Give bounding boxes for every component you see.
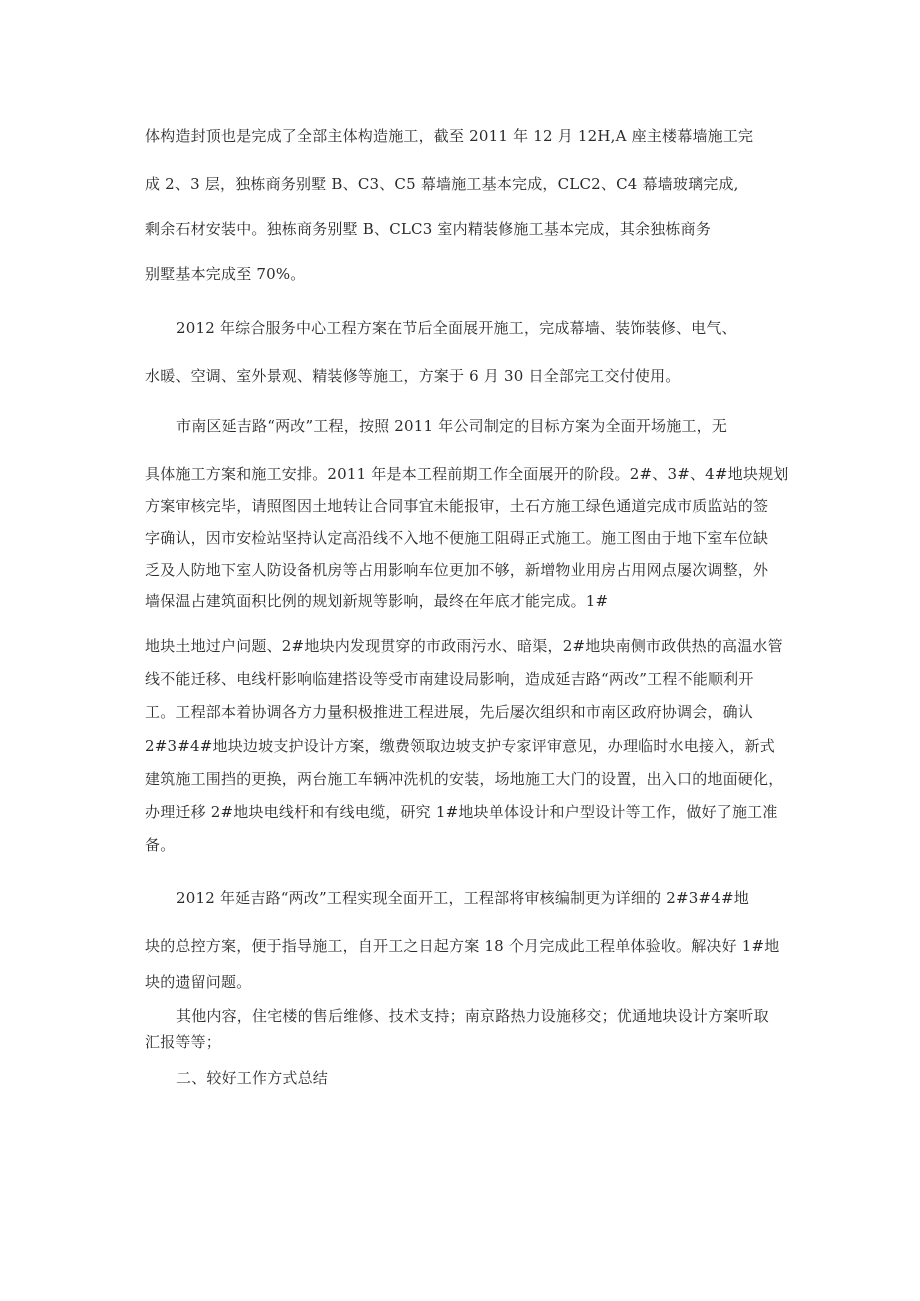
paragraph-5-line-3: 块的遗留问题。 [145,973,252,991]
paragraph-3-line-3: 方案审核完毕，请照图因土地转让合同事宜未能报审，土石方施工绿色通道完成市质监站的签 [145,497,769,515]
paragraph-1-line-1: 体构造封顶也是完成了全部主体构造施工，截至 2011 年 12 月 12H,A 座主楼幕墙施工完 [145,127,754,145]
paragraph-4-line-4: 2#3#4#地块边坡支护设计方案，缴费领取边坡支护专家评审意见，办理临时水电接入，新式 [145,737,775,755]
paragraph-6-line-2: 汇报等等； [145,1033,222,1051]
paragraph-5-line-1: 2012 年延吉路“两改”工程实现全面开工，工程部将审核编制更为详细的 2#3#4#地 [176,889,749,907]
paragraph-4-line-6: 办理迁移 2#地块电线杆和有线电缆，研究 1#地块单体设计和户型设计等工作，做好了施工准 [145,803,778,821]
paragraph-2-line-2: 水暖、空调、室外景观、精装修等施工，方案于 6 月 30 日全部完工交付使用。 [145,367,681,385]
paragraph-1-line-4: 别墅基本完成至 70%。 [145,265,306,283]
paragraph-3-line-5: 乏及人防地下室人防设备机房等占用影响车位更加不够，新增物业用房占用网点屡次调整，外 [145,561,769,579]
paragraph-2-line-1: 2012 年综合服务中心工程方案在节后全面展开施工，完成幕墙、装饰装修、电气、 [176,319,737,337]
paragraph-3-line-4: 字确认，因市安检站坚持认定高沿线不入地不便施工阻碍正式施工。施工图由于地下室车位缺 [145,529,769,547]
paragraph-3-line-6: 墙保温占建筑面积比例的规划新规等影响，最终在年底才能完成。1# [145,592,609,610]
paragraph-1-line-2: 成 2、3 层，独栋商务别墅 B、C3、C5 幕墙施工基本完成，CLC2、C4 幕墙玻璃完成, [145,175,739,193]
paragraph-4-line-2: 线不能迁移、电线杆影响临建搭设等受市南建设局影响，造成延吉路“两改”工程不能顺利开 [145,670,754,688]
paragraph-4-line-1: 地块土地过户问题、2#地块内发现贯穿的市政雨污水、暗渠，2#地块南侧市政供热的高温水管 [145,637,783,655]
section-heading: 二、较好工作方式总结 [176,1069,329,1087]
paragraph-5-line-2: 块的总控方案，便于指导施工，自开工之日起方案 18 个月完成此工程单体验收。解决好 1#地 [145,937,780,955]
paragraph-3-line-1: 市南区延吉路“两改”工程，按照 2011 年公司制定的目标方案为全面开场施工，无 [176,417,728,435]
paragraph-4-line-7: 备。 [145,836,176,854]
paragraph-4-line-3: 工。工程部本着协调各方力量积极推进工程进展，先后屡次组织和市南区政府协调会，确认 [145,703,754,721]
paragraph-6-line-1: 其他内容，住宅楼的售后维修、技术支持；南京路热力设施移交；优通地块设计方案听取 [176,1007,769,1025]
paragraph-4-line-5: 建筑施工围挡的更换，两台施工车辆冲洗机的安装，场地施工大门的设置，出入口的地面硬化， [145,770,784,788]
paragraph-1-line-3: 剩余石材安装中。独栋商务别墅 B、CLC3 室内精装修施工基本完成，其余独栋商务 [145,220,712,238]
paragraph-3-line-2: 具体施工方案和施工安排。2011 年是本工程前期工作全面展开的阶段。2#、3#、4#地块规划 [145,465,789,483]
